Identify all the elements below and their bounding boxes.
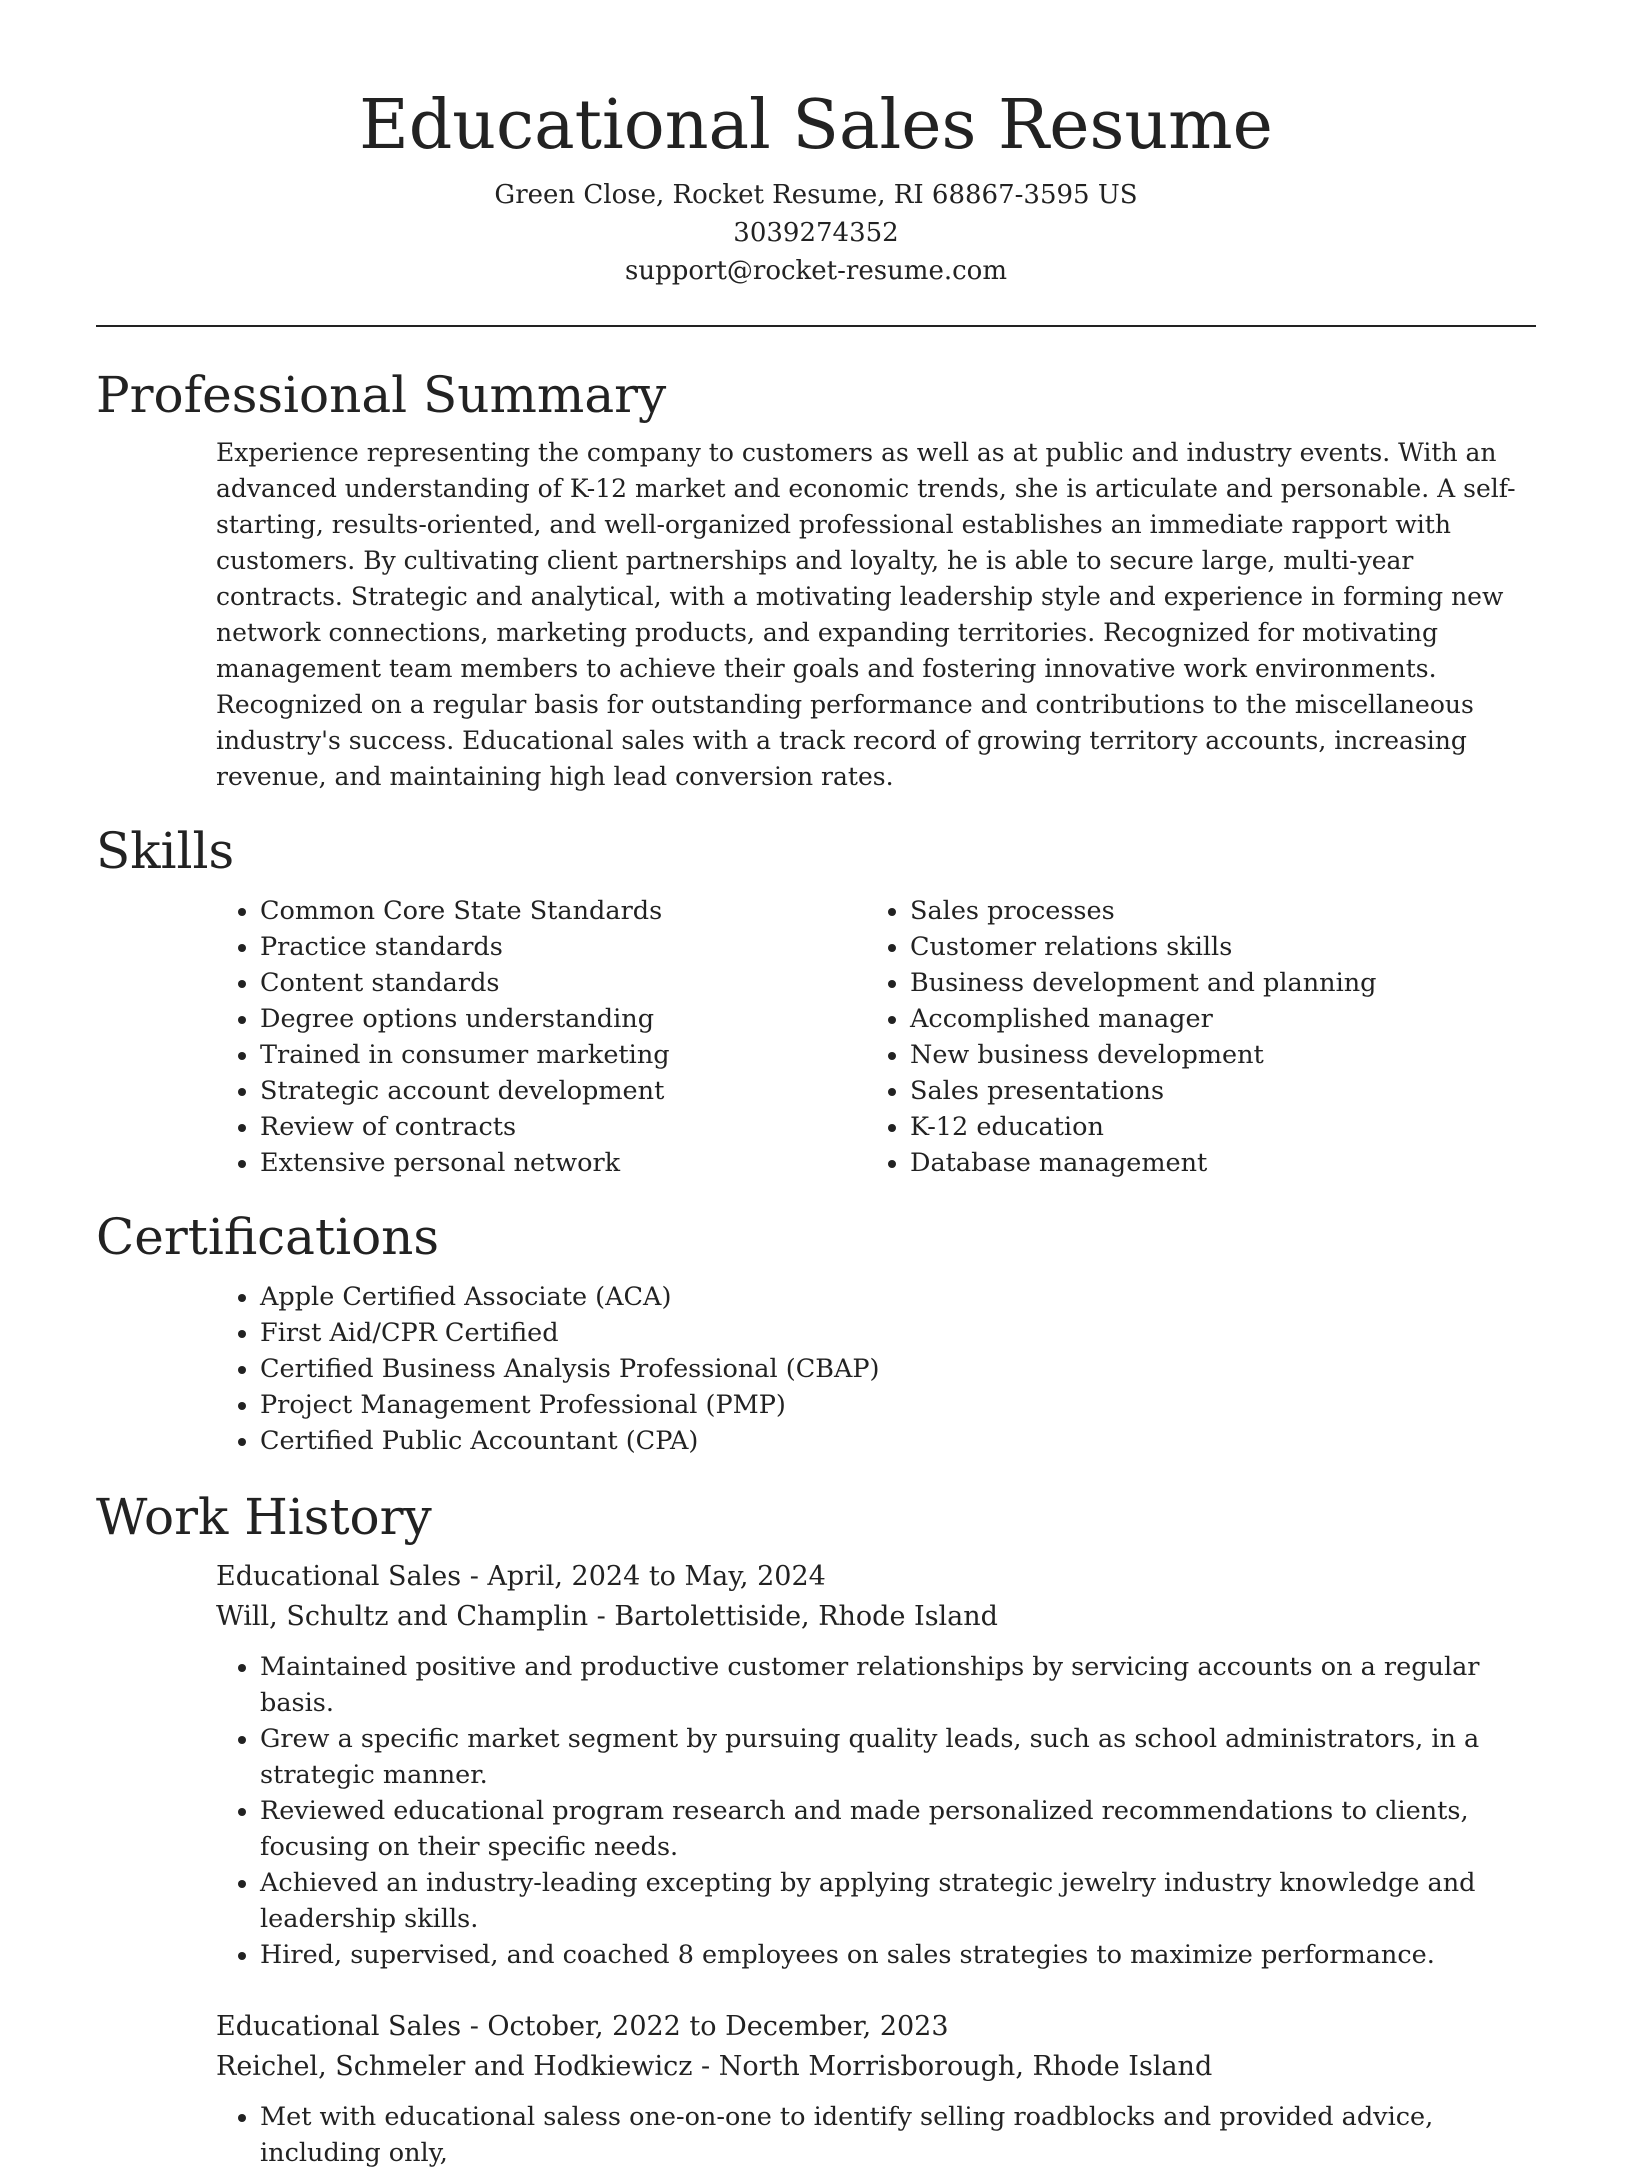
skill-item: • Degree options understanding <box>260 1001 746 1037</box>
job-location: North Morrisborough, Rhode Island <box>718 2051 1213 2082</box>
job-bullet: • Reviewed educational program research and made personalized recommendations to clients, focusing on their specific needs. <box>260 1793 1536 1865</box>
job-title: Educational Sales <box>216 2011 462 2042</box>
separator: - <box>461 1561 488 1592</box>
contact-address: Green Close, Rocket Resume, RI 68867-3595 US <box>494 180 1138 210</box>
job-bullets <box>216 2099 1536 2171</box>
certification-item: • Apple Certified Associate (ACA) <box>260 1279 1536 1315</box>
job-dates: April, 2024 to May, 2024 <box>487 1561 826 1592</box>
job-company: Reichel, Schmeler and Hodkiewicz <box>216 2051 693 2082</box>
certification-item: • Project Management Professional (PMP) <box>260 1387 1536 1423</box>
job-bullets <box>216 1649 1536 1973</box>
contact-phone: 3039274352 <box>733 218 899 248</box>
skills-heading: Skills <box>96 822 235 880</box>
header-divider <box>96 325 1536 327</box>
skill-item: • Extensive personal network <box>260 1145 746 1181</box>
certifications-heading: Certifications <box>96 1208 440 1266</box>
job-company: Will, Schultz and Champlin <box>216 1601 589 1632</box>
resume-page <box>96 0 1536 2171</box>
certification-item: • Certified Business Analysis Professional (CBAP) <box>260 1351 1536 1387</box>
job-bullet: • Hired, supervised, and coached 8 employees on sales strategies to maximize performance. <box>260 1937 1536 1973</box>
job-entry <box>216 2007 1536 2171</box>
job-location: Bartolettiside, Rhode Island <box>614 1601 998 1632</box>
skills-list-left <box>96 893 746 1181</box>
job-bullet: • Grew a specific market segment by pursuing quality leads, such as school administrators, in a strategic manner. <box>260 1721 1536 1793</box>
certification-item: • Certified Public Accountant (CPA) <box>260 1423 1536 1459</box>
job-company-line <box>216 2047 1536 2087</box>
certifications-list <box>96 1279 1536 1459</box>
skill-item: • New business development <box>910 1037 1510 1073</box>
skill-item: • Trained in consumer marketing <box>260 1037 746 1073</box>
contact-block <box>96 176 1536 290</box>
job-title-line <box>216 1557 1536 1597</box>
work-history-heading: Work History <box>96 1488 432 1546</box>
skill-item: • Sales presentations <box>910 1073 1510 1109</box>
summary-text: Experience representing the company to customers as well as at public and industry events. With an advanced understanding of K-12 market and economic trends, she is articulate and personable. A self-starting, results-oriented, and well-organized professional establishes an immediate rapport with customers. By cultivating client partnerships and loyalty, he is able to secure large, multi-year contracts. Strategic and analytical, with a motivating leadership style and experience in forming new network connections, marketing products, and expanding territories. Recognized for motivating management team members to achieve their goals and fostering innovative work environments. Recognized on a regular basis for outstanding performance and contributions to the miscellaneous industry's success. Educational sales with a track record of growing territory accounts, increasing revenue, and maintaining high lead conversion rates. <box>216 438 1516 791</box>
separator: - <box>588 1601 615 1632</box>
skill-item: • K-12 education <box>910 1109 1510 1145</box>
skill-item: • Practice standards <box>260 929 746 965</box>
resume-title: Educational Sales Resume <box>359 86 1273 165</box>
job-title-line <box>216 2007 1536 2047</box>
job-entry <box>216 1557 1536 1973</box>
job-dates: October, 2022 to December, 2023 <box>487 2011 949 2042</box>
skill-item: • Content standards <box>260 965 746 1001</box>
skill-item: • Strategic account development <box>260 1073 746 1109</box>
skill-item: • Business development and planning <box>910 965 1510 1001</box>
job-bullet: • Maintained positive and productive customer relationships by servicing accounts on a regular basis. <box>260 1649 1536 1721</box>
job-bullet: • Met with educational saless one-on-one to identify selling roadblocks and provided advice, including only, <box>260 2099 1536 2171</box>
skills-list-right <box>746 893 1510 1181</box>
contact-email: support@rocket-resume.com <box>624 256 1007 286</box>
job-bullet: • Achieved an industry-leading excepting by applying strategic jewelry industry knowledge and leadership skills. <box>260 1865 1536 1937</box>
separator: - <box>461 2011 488 2042</box>
skill-item: • Review of contracts <box>260 1109 746 1145</box>
skill-item: • Sales processes <box>910 893 1510 929</box>
job-company-line <box>216 1597 1536 1637</box>
separator: - <box>692 2051 719 2082</box>
job-title: Educational Sales <box>216 1561 462 1592</box>
skill-item: • Customer relations skills <box>910 929 1510 965</box>
certification-item: • First Aid/CPR Certified <box>260 1315 1536 1351</box>
skill-item: • Database management <box>910 1145 1510 1181</box>
skills-columns <box>96 893 1536 1181</box>
skill-item: • Common Core State Standards <box>260 893 746 929</box>
summary-heading: Professional Summary <box>96 366 667 424</box>
resume-header <box>96 0 1536 290</box>
skill-item: • Accomplished manager <box>910 1001 1510 1037</box>
